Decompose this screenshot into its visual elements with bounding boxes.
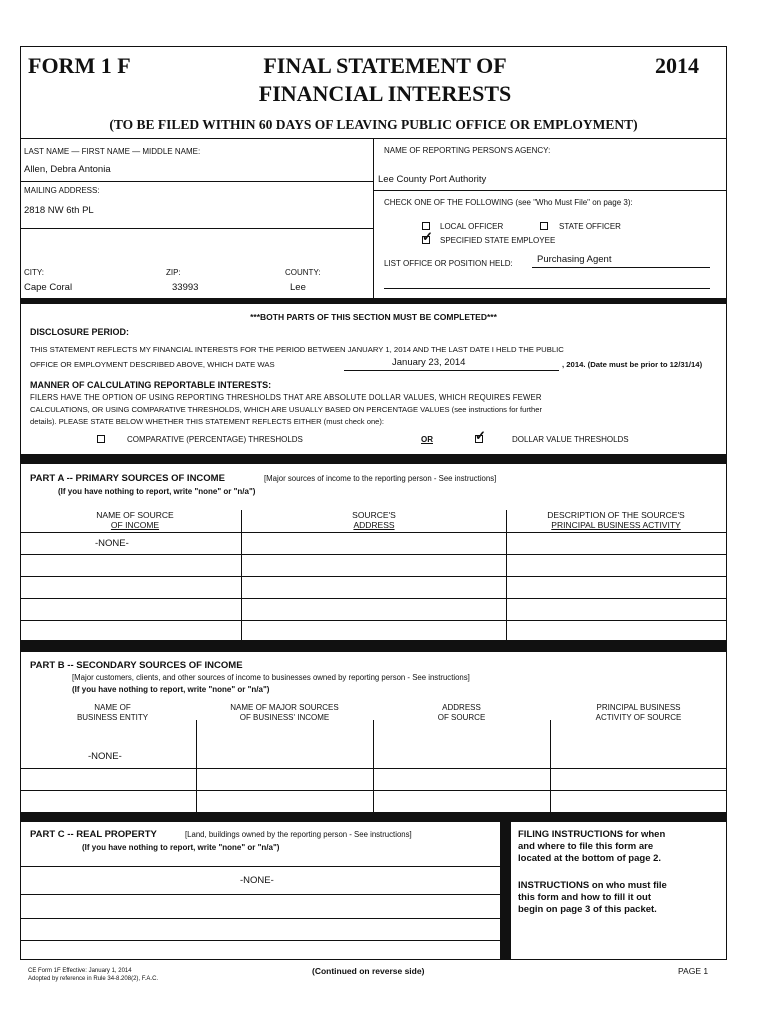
county-label: COUNTY: <box>285 268 321 277</box>
filing-instructions-3: located at the bottom of page 2. <box>518 853 662 864</box>
comparative-label: COMPARATIVE (PERCENTAGE) THRESHOLDS <box>127 435 303 444</box>
page-number: PAGE 1 <box>678 966 709 976</box>
form-title-line2: FINANCIAL INTERESTS <box>258 81 512 106</box>
agency-label: NAME OF REPORTING PERSON'S AGENCY: <box>384 146 551 155</box>
part-c-entry[interactable]: -NONE- <box>240 875 274 886</box>
period-line2: OFFICE OR EMPLOYMENT DESCRIBED ABOVE, WHICH DATE WAS <box>30 360 275 369</box>
part-a-nothing: (If you have nothing to report, write "none" or "n/a") <box>58 487 256 496</box>
local-officer-label: LOCAL OFFICER <box>440 222 504 231</box>
checkmark-icon: ✓ <box>475 428 486 443</box>
instructions-2: this form and how to fill it out <box>518 892 651 903</box>
comparative-checkbox[interactable] <box>97 435 105 443</box>
part-c-title: PART C -- REAL PROPERTY <box>30 829 157 840</box>
specified-employee-label: SPECIFIED STATE EMPLOYEE <box>440 236 556 245</box>
manner-heading: MANNER OF CALCULATING REPORTABLE INTERESTS: <box>30 380 272 390</box>
zip-label: ZIP: <box>166 268 181 277</box>
name-label: LAST NAME — FIRST NAME — MIDDLE NAME: <box>24 147 201 156</box>
city-label: CITY: <box>24 268 45 277</box>
footer-adopted: Adopted by reference in Rule 34-8.208(2), F.A.C. <box>28 976 159 982</box>
agency-field[interactable]: Lee County Port Authority <box>378 174 487 185</box>
period-line1: THIS STATEMENT REFLECTS MY FINANCIAL INTERESTS FOR THE PERIOD BETWEEN JANUARY 1, 2014 AND THE LAST DATE I HELD THE PUBLIC <box>30 345 564 354</box>
instructions-3: begin on page 3 of this packet. <box>518 904 657 915</box>
manner-line3: details). PLEASE STATE BELOW WHETHER THIS STATEMENT REFLECTS EITHER (must check one): <box>30 417 385 426</box>
manner-line1: FILERS HAVE THE OPTION OF USING REPORTING THRESHOLDS THAT ARE ABSOLUTE DOLLAR VALUES, WHICH REQUIRES FEWER <box>30 393 542 402</box>
date-suffix: , 2014. (Date must be prior to 12/31/14) <box>562 360 703 369</box>
part-b-title: PART B -- SECONDARY SOURCES OF INCOME <box>30 660 243 671</box>
form-number: FORM 1 F <box>28 53 131 78</box>
mailing-address-field[interactable]: 2818 NW 6th PL <box>24 205 94 216</box>
part-b-desc: [Major customers, clients, and other sources of income to businesses owned by reporting person - See instructions] <box>72 673 470 682</box>
mailing-address-label: MAILING ADDRESS: <box>24 186 100 195</box>
part-b-entry[interactable]: -NONE- <box>88 751 122 762</box>
disclosure-period-heading: DISCLOSURE PERIOD: <box>30 327 130 337</box>
part-b-col-address: ADDRESS <box>442 703 481 712</box>
part-a-title: PART A -- PRIMARY SOURCES OF INCOME <box>30 473 225 484</box>
position-field[interactable]: Purchasing Agent <box>537 254 612 265</box>
instructions-1: INSTRUCTIONS on who must file <box>518 880 667 891</box>
name-field[interactable]: Allen, Debra Antonia <box>24 164 111 175</box>
city-field[interactable]: Cape Coral <box>24 282 73 293</box>
checkmark-icon: ✓ <box>422 229 433 244</box>
part-b-col-activity: PRINCIPAL BUSINESS <box>596 703 681 712</box>
dollar-value-label: DOLLAR VALUE THRESHOLDS <box>512 435 629 444</box>
manner-line2: CALCULATIONS, OR USING COMPARATIVE THRESHOLDS, WHICH ARE USUALLY BASED ON PERCENTAGE VALUES (see instructions for further <box>30 405 542 414</box>
state-officer-label: STATE OFFICER <box>559 222 621 231</box>
filing-instructions-2: and where to file this form are <box>518 841 654 852</box>
part-b-col-entity: NAME OF <box>94 703 131 712</box>
part-c-desc: [Land, buildings owned by the reporting person - See instructions] <box>185 830 412 839</box>
footer-form-effective: CE Form 1F Effective: January 1, 2014 <box>28 968 132 974</box>
part-a-col-name: NAME OF SOURCE <box>96 510 174 520</box>
form-subtitle: (TO BE FILED WITHIN 60 DAYS OF LEAVING PUBLIC OFFICE OR EMPLOYMENT) <box>109 117 638 132</box>
form-year: 2014 <box>655 53 699 78</box>
both-parts-notice: ***BOTH PARTS OF THIS SECTION MUST BE COMPLETED*** <box>250 312 497 322</box>
state-officer-checkbox[interactable] <box>540 222 548 230</box>
or-label: OR <box>421 435 433 444</box>
part-a-col-activity: DESCRIPTION OF THE SOURCE'S <box>547 510 685 520</box>
form-title-line1: FINAL STATEMENT OF <box>263 53 507 78</box>
part-a-entry[interactable]: -NONE- <box>95 538 129 549</box>
part-a-desc: [Major sources of income to the reporting person - See instructions] <box>264 474 497 483</box>
part-b-col-sources: NAME OF MAJOR SOURCES <box>230 703 339 712</box>
zip-field[interactable]: 33993 <box>172 282 199 293</box>
departure-date-field[interactable]: January 23, 2014 <box>392 357 466 368</box>
filing-instructions-1: FILING INSTRUCTIONS for when <box>518 829 666 840</box>
part-c-nothing: (If you have nothing to report, write "none" or "n/a") <box>82 843 280 852</box>
part-a-col-address: SOURCE'S <box>352 510 396 520</box>
footer-continued: (Continued on reverse side) <box>312 966 425 976</box>
position-label: LIST OFFICE OR POSITION HELD: <box>384 259 513 268</box>
part-b-nothing: (If you have nothing to report, write "none" or "n/a") <box>72 685 270 694</box>
check-one-label: CHECK ONE OF THE FOLLOWING (see "Who Must File" on page 3): <box>384 198 633 207</box>
county-field[interactable]: Lee <box>290 282 306 293</box>
